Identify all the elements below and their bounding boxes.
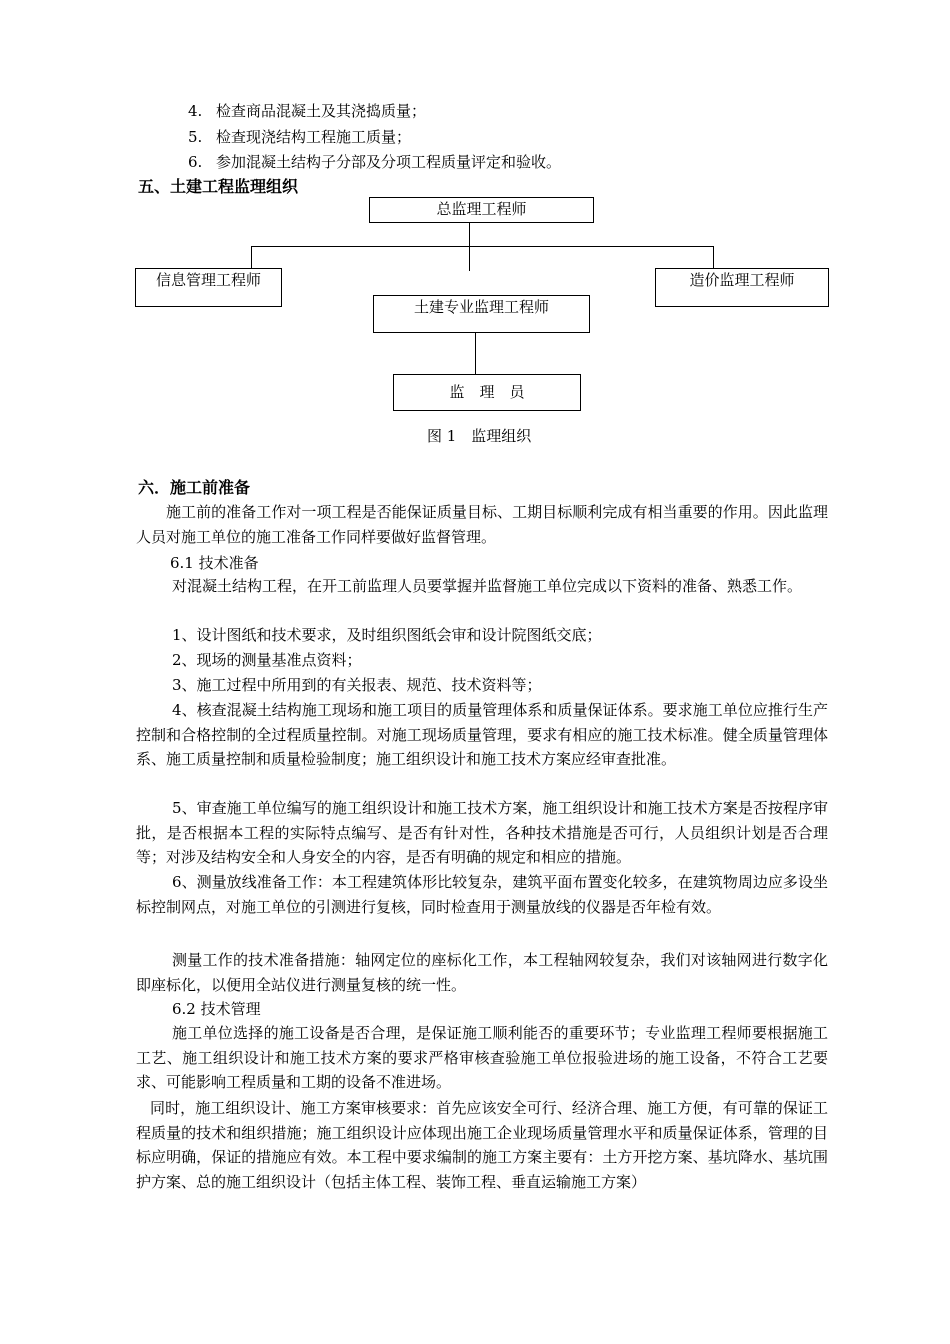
org-node-label: 总监理工程师 <box>436 200 527 218</box>
org-connector <box>713 246 714 269</box>
org-connector <box>475 333 476 375</box>
list-item: 1、设计图纸和技术要求，及时组织图纸会审和设计院图纸交底； <box>172 626 602 644</box>
subsection-title: 6.1 技术准备 <box>170 554 259 572</box>
list-item-text: 检查现浇结构工程施工质量； <box>216 128 412 146</box>
paragraph: 对混凝土结构工程，在开工前监理人员要掌握并监督施工单位完成以下资料的准备、熟悉工作。 <box>172 577 803 595</box>
section-heading: 五、土建工程监理组织 <box>138 177 299 196</box>
org-node-cost <box>655 268 829 307</box>
paragraph: 施工单位选择的施工设备是否合理，是保证施工顺利能否的重要环节；专业监理工程师要根据施工工艺、施工组织设计和施工技术方案的要求严格审核查验施工单位报验进场的施工设备，不符合工艺要求、可能影响工程质量和工期的设备不准进场。 <box>136 1024 828 1091</box>
paragraph: 4、核查混凝土结构施工现场和施工项目的质量管理体系和质量保证体系。要求施工单位应推行生产控制和合格控制的全过程质量控制。对施工现场质量管理，要求有相应的施工技术标准。健全质量管理体系、施工质量控制和质量检验制度；施工组织设计和施工技术方案应经审查批准。 <box>136 701 828 768</box>
paragraph: 测量工作的技术准备措施：轴网定位的座标化工作，本工程轴网较复杂，我们对该轴网进行数字化即座标化，以便用全站仪进行测量复核的统一性。 <box>136 951 828 994</box>
list-number: 6. <box>188 153 203 171</box>
org-node-label: 造价监理工程师 <box>689 271 795 289</box>
list-item-text: 检查商品混凝土及其浇捣质量； <box>216 102 427 120</box>
org-node-staff <box>393 374 581 411</box>
org-connector <box>469 223 470 271</box>
figure-caption: 图 1 监理组织 <box>427 427 532 445</box>
list-number: 4. <box>188 102 203 120</box>
org-connector <box>251 246 252 269</box>
org-node-civil <box>373 295 590 333</box>
paragraph: 施工前的准备工作对一项工程是否能保证质量目标、工期目标顺利完成有相当重要的作用。因此监理人员对施工单位的施工准备工作同样要做好监督管理。 <box>136 503 828 546</box>
section-heading: 六．施工前准备 <box>138 478 251 497</box>
org-node-info <box>135 268 282 307</box>
list-number: 5. <box>188 128 203 146</box>
org-node-chief <box>369 197 594 223</box>
org-connector <box>251 246 714 247</box>
paragraph: 6、测量放线准备工作：本工程建筑体形比较复杂，建筑平面布置变化较多，在建筑物周边应多设坐标控制网点，对施工单位的引测进行复核，同时检查用于测量放线的仪器是否年检有效。 <box>136 873 828 916</box>
list-item-text: 参加混凝土结构子分部及分项工程质量评定和验收。 <box>216 153 562 171</box>
subsection-title: 6.2 技术管理 <box>172 1000 261 1018</box>
paragraph: 5、审查施工单位编写的施工组织设计和施工技术方案，施工组织设计和施工技术方案是否按程序审批，是否根据本工程的实际特点编写、是否有针对性，各种技术措施是否可行，人员组织计划是否合理等；对涉及结构安全和人身安全的内容，是否有明确的规定和相应的措施。 <box>136 799 828 866</box>
org-node-label: 信息管理工程师 <box>155 271 261 289</box>
org-node-label: 土建专业监理工程师 <box>413 298 549 316</box>
paragraph: 同时，施工组织设计、施工方案审核要求：首先应该安全可行、经济合理、施工方便，有可靠的保证工程质量的技术和组织措施；施工组织设计应体现出施工企业现场质量管理水平和质量保证体系，管理的目标应明确，保证的措施应有效。本工程中要求编制的施工方案主要有：土方开挖方案、基坑降水、基坑围护方案、总的施工组织设计（包括主体工程、装饰工程、垂直运输施工方案） <box>136 1099 828 1191</box>
org-node-label: 监 理 员 <box>449 383 525 401</box>
list-item: 2、现场的测量基准点资料； <box>172 651 362 669</box>
list-item: 3、施工过程中所用到的有关报表、规范、技术资料等； <box>172 676 542 694</box>
